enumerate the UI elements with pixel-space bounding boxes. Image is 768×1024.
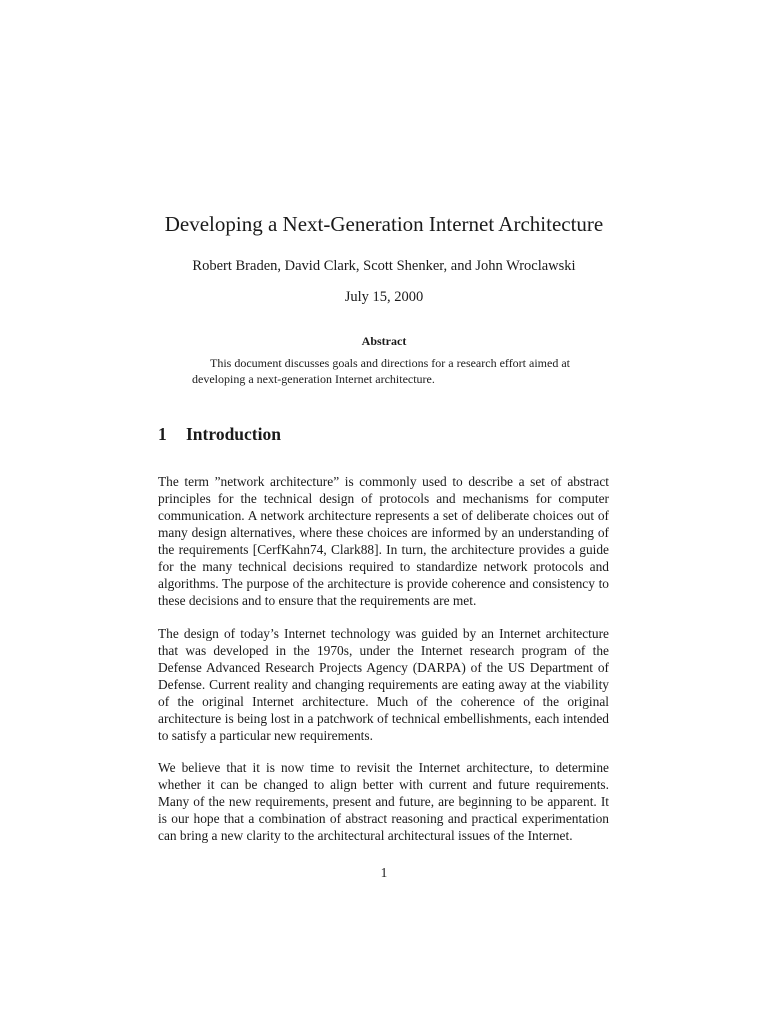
- abstract-heading: Abstract: [361, 334, 407, 348]
- body-paragraph: The design of today’s Internet technology was guided by an Internet architecture that was developed in the 1970s, under the Internet research program of the Defense Advanced Research Projects Agency (DARPA) of the US Department of Defense. Current reality and changing requirements are eating away at the viability of the original Internet architecture. Much of the coherence of the original architecture is being lost in a patchwork of technical embellishments, each intended to satisfy a particular new requirements.: [158, 626, 609, 743]
- body-paragraph: The term ”network architecture” is commonly used to describe a set of abstract principles for the technical design of protocols and mechanisms for computer communication. A network architecture represents a set of deliberate choices out of many design alternatives, where these choices are informed by an understanding of the requirements [CerfKahn74, Clark88]. In turn, the architecture provides a guide for the many technical decisions required to standardize network protocols and algorithms. The purpose of the architecture is provide coherence and consistency to these decisions and to ensure that the requirements are met.: [158, 474, 609, 608]
- section-title: Introduction: [186, 424, 281, 444]
- author-list: Robert Braden, David Clark, Scott Shenker, and John Wroclawski: [192, 258, 576, 274]
- publication-date: July 15, 2000: [344, 289, 424, 305]
- section-number: 1: [158, 424, 167, 444]
- paper-title: Developing a Next-Generation Internet Architecture: [164, 212, 604, 236]
- page-number: 1: [380, 865, 388, 880]
- body-paragraph: We believe that it is now time to revisit the Internet architecture, to determine whether it can be changed to align better with current and future requirements. Many of the new requirements, present and future, are beginning to be apparent. It is our hope that a combination of abstract reasoning and practical experimentation can bring a new clarity to the architectural architectural issues of the Internet.: [158, 760, 609, 843]
- abstract-body: This document discusses goals and directions for a research effort aimed at developing a next-generation Internet architecture.: [192, 356, 570, 386]
- section-heading: [158, 423, 610, 445]
